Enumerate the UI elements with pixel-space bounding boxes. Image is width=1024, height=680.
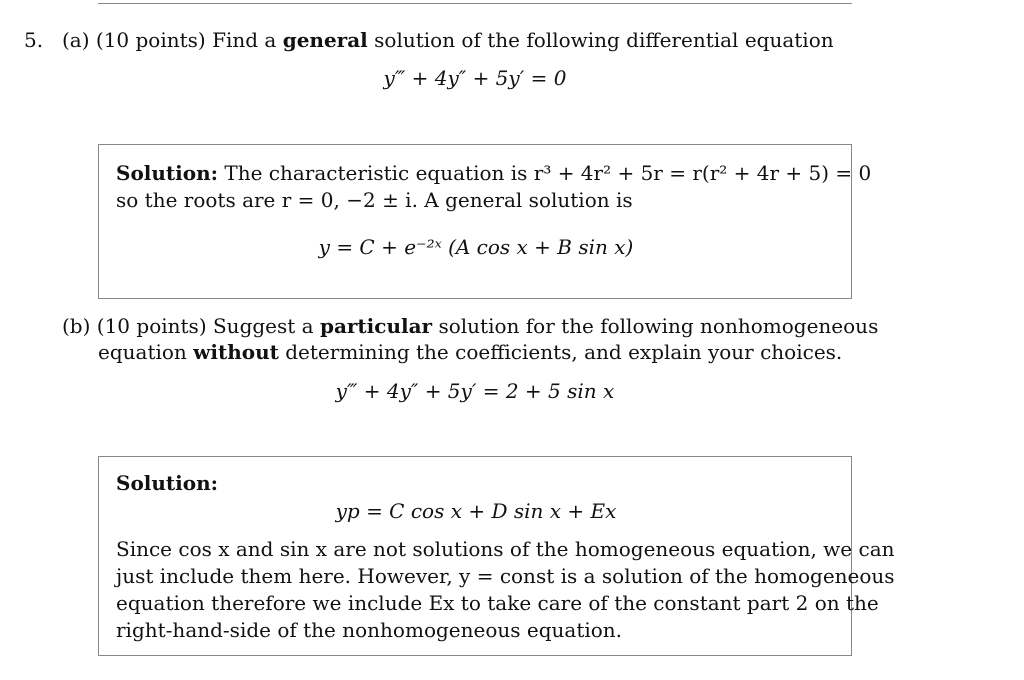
part-b-solution-heading: Solution: <box>116 471 219 495</box>
part-a-solution-line1: Solution: The characteristic equation is r³ + 4r² + 5r = r(r² + 4r + 5) = 0 <box>116 161 872 185</box>
part-a-equation: y‴ + 4y″ + 5y′ = 0 <box>383 66 567 90</box>
part-a-solution-line2: so the roots are r = 0, −2 ± i. A general solution is <box>116 188 633 212</box>
problem-number: 5. <box>24 28 44 52</box>
part-b-bold2: without <box>193 340 279 364</box>
top-rule <box>98 0 852 4</box>
part-b-label: (b) <box>62 314 91 338</box>
part-b-solution-para-line4: right-hand-side of the nonhomogeneous equation. <box>116 618 623 642</box>
part-a-points: (10 points) <box>95 28 206 52</box>
part-b-solution-para-line3: equation therefore we include Ex to take care of the constant part 2 on the <box>116 591 879 615</box>
part-b-prompt-line2: equation without determining the coefficients, and explain your choices. <box>98 340 843 364</box>
part-b-points: (10 points) <box>96 314 207 338</box>
part-b-solution-equation: yp = C cos x + D sin x + Ex <box>335 499 617 523</box>
part-b-prompt: (b) (10 points) Suggest a particular solution for the following nonhomogeneous <box>62 314 879 338</box>
part-a-solution-equation: y = C + e⁻²ˣ (A cos x + B sin x) <box>318 235 634 259</box>
part-a-solution-box <box>98 144 872 299</box>
part-b-solution-box <box>98 456 895 656</box>
part-a-prompt: (a) (10 points) Find a general solution of the following differential equation <box>62 28 834 52</box>
part-b-bold: particular <box>319 314 433 338</box>
part-b-equation: y‴ + 4y″ + 5y′ = 2 + 5 sin x <box>335 379 615 403</box>
part-a-label: (a) <box>62 28 90 52</box>
part-a-solution-heading: Solution: <box>116 161 219 185</box>
part-b-solution-para-line2: just include them here. However, y = const is a solution of the homogeneous <box>116 564 895 588</box>
part-b-solution-para-line1: Since cos x and sin x are not solutions of the homogeneous equation, we can <box>116 537 895 561</box>
part-a-bold: general <box>282 28 368 52</box>
